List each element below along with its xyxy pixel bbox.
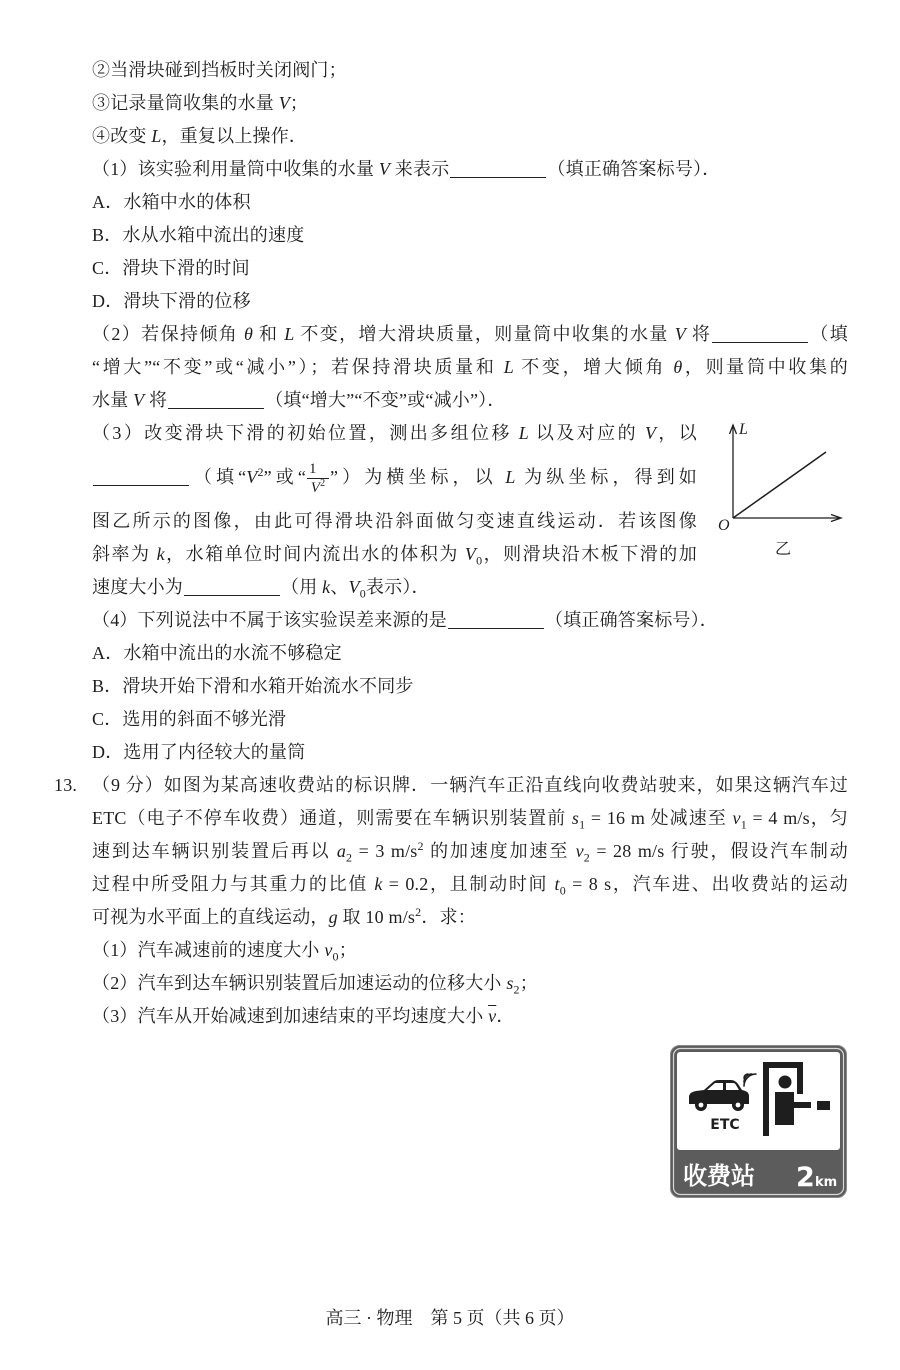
subscript: 2 — [513, 982, 520, 997]
text-run: ，则滑块沿木板下滑的加 — [482, 544, 697, 564]
etc-label: ETC — [710, 1117, 740, 1133]
text-run: （填 — [809, 324, 849, 344]
mean-velocity-symbol: $\overline{v}$ — [488, 1006, 497, 1026]
answer-blank — [450, 177, 546, 178]
text-run: 将 — [144, 390, 168, 410]
sub-question-3-line-4 — [92, 538, 697, 571]
math-variable: t — [554, 874, 560, 894]
text-run: 速到达车辆识别装置后再以 — [92, 841, 337, 861]
math-variable: V — [644, 423, 657, 443]
subscript: 0 — [476, 553, 483, 568]
question-13-line-2 — [92, 802, 848, 835]
sub-question-4-option-d — [92, 736, 848, 769]
math-variable: V — [246, 467, 258, 487]
question-13-line-5 — [92, 901, 848, 934]
question-13-line-1 — [54, 769, 848, 802]
superscript: 2 — [320, 478, 326, 490]
math-variable: θ — [673, 357, 683, 377]
sub-question-1-option-d — [92, 285, 848, 318]
text-run: ． — [496, 1006, 515, 1026]
sub-question-3-line-1 — [92, 417, 697, 450]
text-run: 取 10 m/s — [337, 907, 416, 927]
subscript: 2 — [346, 850, 353, 865]
text-run: = 0.2，且制动时间 — [382, 874, 555, 894]
text-run: 将 — [685, 324, 712, 344]
sub-question-3-line-5 — [92, 571, 848, 604]
experiment-step-2 — [92, 54, 848, 87]
math-variable: v — [324, 940, 333, 960]
math-variable: θ — [244, 324, 254, 344]
distance-value: 2 — [796, 1162, 815, 1193]
sub-question-4-option-a — [92, 637, 848, 670]
experiment-step-3 — [92, 87, 848, 120]
text-run: （2）汽车到达车辆识别装置后加速运动的位移大小 — [92, 973, 507, 993]
text-run: （3）改变滑块下滑的初始位置，测出多组位移 — [92, 423, 519, 443]
text-run: 表示）． — [365, 577, 430, 597]
text-run: 过程中所受阻力与其重力的比值 — [92, 874, 375, 894]
question-13-part-2 — [92, 967, 848, 1000]
text-run: “增大”“不变”或“减小”）；若保持滑块质量和 — [92, 357, 504, 377]
graph-line — [733, 452, 826, 518]
figure-caption: 乙 — [775, 541, 792, 558]
text-run: 图乙所示的图像，由此可得滑块沿斜面做匀变速直线运动．若该图像 — [92, 511, 697, 531]
text-run: （填“ — [190, 467, 247, 487]
text-run: = 28 m/s 行驶，假设汽车制动 — [589, 841, 848, 861]
text-run: ③记录量筒收集的水量 — [92, 93, 279, 113]
text-run: （填正确答案标号）． — [547, 159, 721, 179]
subscript: 0 — [332, 949, 339, 964]
subscript: 0 — [559, 883, 566, 898]
question-number: 13. — [54, 775, 78, 795]
math-variable: V — [348, 577, 360, 597]
question-13-part-3 — [92, 1000, 848, 1033]
answer-blank — [448, 628, 544, 629]
math-variable: V — [378, 159, 391, 179]
text-run: 、 — [330, 577, 349, 597]
answer-blank — [712, 342, 808, 343]
text-run: 不变，增大滑块质量，则量筒中收集的水量 — [294, 324, 675, 344]
sub-question-2-line-1 — [92, 318, 848, 351]
text-run: 水量 — [92, 390, 134, 410]
experiment-step-4 — [92, 120, 848, 153]
figure-b-graph — [712, 415, 847, 560]
text-run: ETC（电子不停车收费）通道，则需要在车辆识别装置前 — [92, 808, 572, 828]
text-run: 来表示 — [390, 159, 450, 179]
text-run: （3）汽车从开始减速到加速结束的平均速度大小 — [92, 1006, 489, 1026]
math-variable: k — [156, 544, 165, 564]
text-run: （4）下列说法中不属于该实验误差来源的是 — [92, 610, 447, 630]
text-run: 斜率为 — [92, 544, 157, 564]
text-run: 速度大小为 — [92, 577, 183, 597]
question-13-line-3 — [92, 835, 848, 868]
fraction-denominator — [309, 479, 328, 497]
text-run: 和 — [253, 324, 285, 344]
sub-question-1-option-c — [92, 252, 848, 285]
text-run: ； — [338, 940, 357, 960]
math-variable: k — [322, 577, 331, 597]
question-13-line-4 — [92, 868, 848, 901]
distance-unit: km — [815, 1175, 838, 1190]
sub-question-1-option-a — [92, 186, 848, 219]
y-axis-label: L — [739, 421, 748, 438]
superscript: 2 — [417, 839, 424, 853]
text-run: ，则量筒中收集的 — [682, 357, 848, 377]
math-variable: V — [278, 93, 290, 113]
text-run: 以及对应的 — [529, 423, 645, 443]
question-13-part-1 — [92, 934, 848, 967]
math-variable: L — [151, 126, 162, 146]
text-run: （1）汽车减速前的速度大小 — [92, 940, 325, 960]
math-variable: v — [732, 808, 741, 828]
text-run: 不变，增大倾角 — [514, 357, 674, 377]
text-run: （9 分）如图为某高速收费站的标识牌．一辆汽车正沿直线向收费站驶来，如果这辆汽车过 — [92, 775, 848, 795]
math-variable: L — [518, 423, 529, 443]
text-run: C．滑块下滑的时间 — [92, 258, 250, 278]
superscript: 2 — [415, 905, 422, 919]
station-label: 收费站 — [683, 1162, 755, 1190]
text-run: D．滑块下滑的位移 — [92, 291, 251, 311]
text-run: 可视为水平面上的直线运动， — [92, 907, 329, 927]
text-run: ”）为横坐标，以 — [330, 467, 506, 487]
sub-question-4 — [92, 604, 848, 637]
text-run: （填正确答案标号）． — [545, 610, 718, 630]
text-run: 的加速度加速至 — [423, 841, 576, 861]
text-run: （2）若保持倾角 — [92, 324, 245, 344]
fraction-numerator: 1 — [307, 460, 329, 479]
math-variable: V — [464, 544, 477, 564]
subscript: 1 — [740, 817, 747, 832]
math-variable: s — [506, 973, 514, 993]
math-variable: V — [674, 324, 686, 344]
math-variable: k — [374, 874, 383, 894]
page-footer: 高三 · 物理 第 5 页（共 6 页） — [325, 1308, 575, 1328]
sub-question-1 — [92, 153, 848, 186]
math-variable: V — [133, 390, 145, 410]
math-variable: L — [503, 357, 514, 377]
subscript: 0 — [359, 586, 366, 601]
math-variable: V — [310, 480, 321, 497]
text-run: ，水箱单位时间内流出水的体积为 — [164, 544, 465, 564]
superscript: 2 — [257, 465, 264, 479]
answer-blank — [168, 408, 264, 409]
text-run: （填“增大”“不变”或“减小”）． — [265, 390, 506, 410]
text-run: D．选用了内径较大的量筒 — [92, 742, 306, 762]
math-variable: L — [505, 467, 516, 487]
text-run: = 8 s，汽车进、出收费站的运动 — [565, 874, 848, 894]
text-run: ，重复以上操作． — [161, 126, 308, 146]
subscript: 2 — [583, 850, 590, 865]
text-run: = 4 m/s，匀 — [746, 808, 848, 828]
answer-blank — [93, 485, 189, 486]
fraction — [307, 460, 329, 497]
math-variable: g — [328, 907, 338, 927]
math-variable: s — [571, 808, 580, 828]
text-run: ，以 — [656, 423, 697, 443]
sub-question-2-line-2 — [92, 351, 848, 384]
text-run: = 16 m 处减速至 — [585, 808, 733, 828]
text-run: ②当滑块碰到挡板时关闭阀门； — [92, 60, 347, 80]
text-run: ； — [289, 93, 309, 113]
math-variable: L — [284, 324, 295, 344]
text-run: C．选用的斜面不够光滑 — [92, 709, 287, 729]
sub-question-1-option-b — [92, 219, 848, 252]
text-run: （用 — [281, 577, 323, 597]
text-run: ”或“ — [263, 467, 307, 487]
text-run: ； — [519, 973, 538, 993]
subscript: 1 — [579, 817, 586, 832]
sub-question-3-line-2 — [92, 450, 697, 505]
sub-question-2-line-3 — [92, 384, 848, 417]
text-run: ．求： — [421, 907, 476, 927]
text-run: B．滑块开始下滑和水箱开始流水不同步 — [92, 676, 414, 696]
sub-question-4-option-b — [92, 670, 848, 703]
text-run: A．水箱中流出的水流不够稳定 — [92, 643, 342, 663]
text-run: 为纵坐标，得到如 — [515, 467, 697, 487]
text-run: = 3 m/s — [352, 841, 418, 861]
text-run: A．水箱中水的体积 — [92, 192, 251, 212]
origin-label: O — [718, 517, 730, 534]
math-variable: a — [336, 841, 347, 861]
text-run: （1）该实验利用量筒中收集的水量 — [92, 159, 379, 179]
toll-station-sign — [670, 1045, 847, 1198]
sub-question-4-option-c — [92, 703, 848, 736]
sub-question-3-line-3 — [92, 505, 697, 538]
math-variable: v — [575, 841, 584, 861]
text-run: B．水从水箱中流出的速度 — [92, 225, 305, 245]
answer-blank — [184, 595, 280, 596]
text-run: ④改变 — [92, 126, 152, 146]
